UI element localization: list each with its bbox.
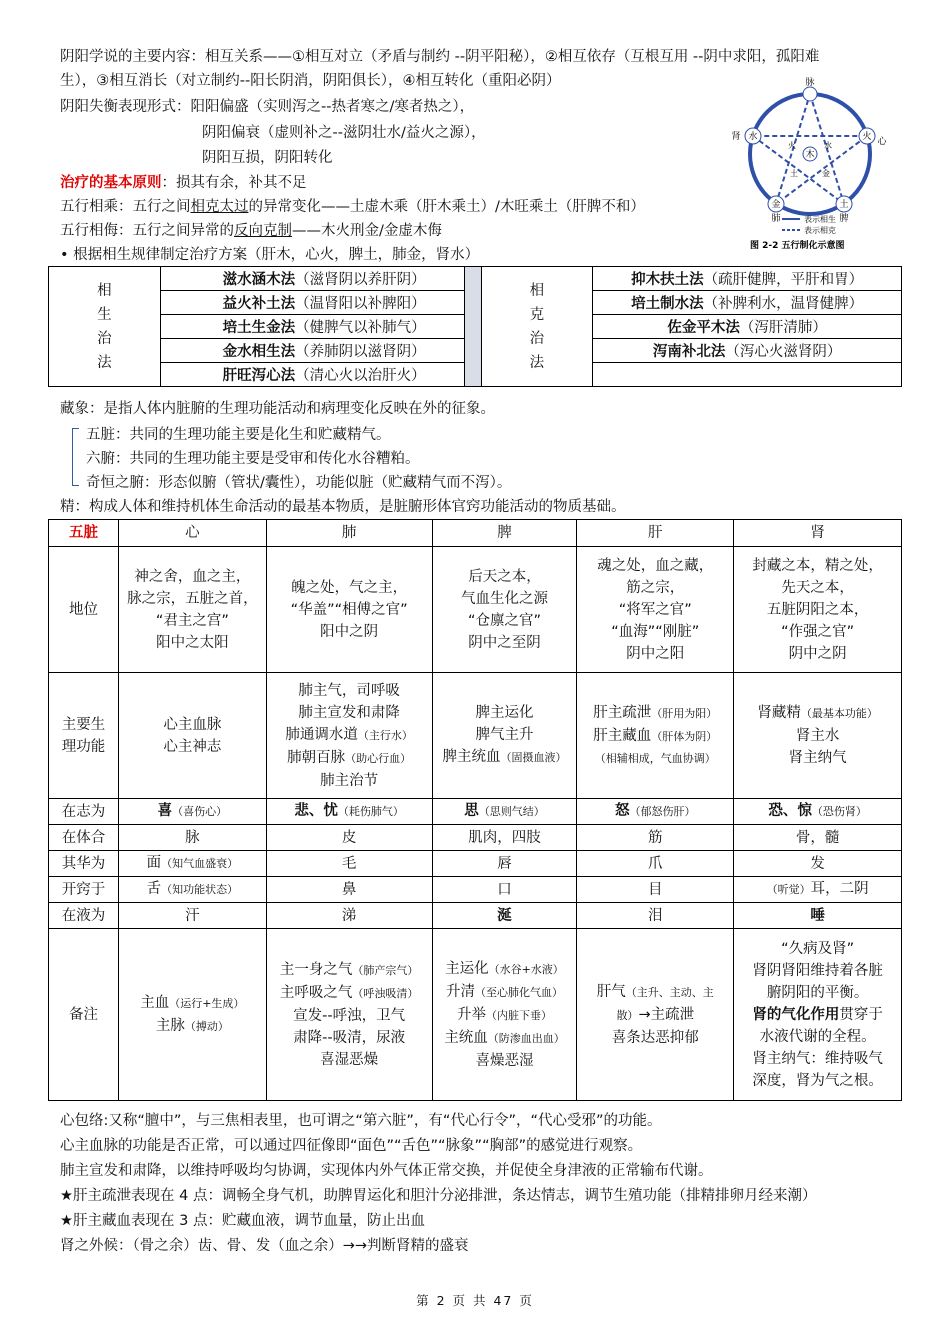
row-zaiti — [49, 825, 902, 851]
text: 肾阴肾阳维持着各脏 — [752, 962, 883, 979]
note: （肝用为阳） — [651, 706, 718, 720]
ke-name: 培土制水法 — [631, 296, 704, 312]
label-gongneng-2: 理功能 — [61, 738, 106, 755]
qihua-shen: 发 — [734, 851, 902, 877]
text: 肝主疏泄 — [593, 704, 652, 721]
header-gan: 肝 — [577, 520, 734, 547]
kaiqiao-pi: 口 — [432, 877, 577, 903]
zaizhi-xin — [118, 799, 266, 825]
text: 深度，肾为气之根。 — [752, 1072, 883, 1089]
text — [123, 1015, 262, 1038]
ke-name: 抑木扶土法 — [631, 272, 704, 288]
sheng-name: 金水相生法 — [222, 344, 296, 360]
text: 主脉 — [155, 1017, 185, 1034]
text: 怒 — [615, 803, 630, 819]
diwei-line: 气血生化之源 — [460, 590, 548, 607]
text: 心主神志 — [163, 738, 222, 755]
zaiye-shen: 唾 — [734, 903, 902, 929]
page-footer: 第 2 页 共 47 页 — [416, 1293, 534, 1308]
inner-jin: 金 — [822, 169, 830, 178]
text — [271, 959, 428, 982]
text — [437, 746, 573, 769]
note: （最基本功能） — [800, 707, 878, 720]
note: （思则气结） — [478, 805, 545, 818]
text: 肝气 — [596, 983, 626, 1000]
ke-row-2 — [593, 315, 902, 339]
ke-name: 泻南补北法 — [652, 344, 726, 360]
text — [581, 725, 729, 748]
text — [437, 1027, 573, 1050]
text: 面 — [146, 855, 162, 871]
sheng-name: 益火补土法 — [222, 296, 296, 312]
diwei-line: 五脏阴阳之本， — [766, 601, 869, 618]
note: 散） — [616, 1008, 639, 1022]
text: 思 — [464, 803, 479, 819]
text — [123, 992, 262, 1015]
node-label-jin: 金 — [771, 200, 781, 210]
text: 喜 — [157, 803, 173, 819]
diwei-line: 神之舍，血之主， — [134, 568, 251, 585]
wu-text-b: ——木火刑金/金虚木侮 — [292, 223, 442, 239]
wu-underline: 反向克制 — [234, 223, 292, 239]
row-gongneng — [49, 673, 902, 799]
note: （耗伤肺气） — [337, 805, 404, 818]
node-label-huo: 火 — [862, 132, 872, 142]
note: （知气血盛衰） — [161, 857, 239, 870]
text: 恐、惊 — [768, 803, 812, 819]
note: （水谷+水液） — [488, 962, 564, 976]
zaizhi-pi — [432, 799, 577, 825]
text: 主一身之气 — [279, 961, 353, 978]
text — [437, 958, 573, 981]
zaiti-pi: 肌肉，四肢 — [432, 825, 577, 851]
text: 肾主纳气：维持吸气 — [752, 1050, 883, 1067]
qihua-fei: 毛 — [266, 851, 432, 877]
kaiqiao-fei: 鼻 — [266, 877, 432, 903]
row-zaizhi — [49, 799, 902, 825]
diwei-xin — [118, 547, 266, 673]
text — [581, 702, 729, 725]
header-fei: 肺 — [266, 520, 432, 547]
gongneng-gan — [577, 673, 734, 799]
sheng-name: 培土生金法 — [222, 320, 296, 336]
sheng-desc: （养肺阴以滋肾阴） — [295, 344, 426, 360]
label-zaizhi: 在志为 — [49, 799, 119, 825]
text: 肺朝百脉 — [287, 749, 346, 766]
note: （听觉） — [766, 883, 811, 896]
zaiye-fei: 涕 — [266, 903, 432, 929]
text: 脾主统血 — [442, 749, 501, 765]
diwei-line: 阳中之阴 — [320, 623, 379, 640]
label-qihua: 其华为 — [49, 851, 119, 877]
row-kaiqiao — [49, 877, 902, 903]
note: （郁怒伤肝） — [629, 805, 696, 818]
note: （呼浊吸清） — [352, 986, 419, 1000]
cheng-text-b: 的异常变化——土虚木乘（肝木乘土）/木旺乘土（肝脾不和） — [248, 199, 645, 215]
ke-row-4 — [593, 363, 902, 387]
diwei-shen — [734, 547, 902, 673]
jing-def: 精：构成人体和维持机体生命活动的最基本物质，是脏腑形体官窍功能活动的物质基础。 — [60, 499, 626, 515]
gongneng-xin — [118, 673, 266, 799]
note-1: 心包络:又称“膻中”，与三焦相表里，也可谓之“第六脏”，有“代心行令”，“代心受邪”的功能。 — [60, 1113, 662, 1129]
vertical-char: 相 — [97, 282, 112, 299]
zaiti-shen: 骨，髓 — [734, 825, 902, 851]
organ-label-fei: 肺 — [771, 214, 781, 224]
text — [738, 702, 897, 725]
diwei-fei — [266, 547, 432, 673]
label-gongneng-1: 主要生 — [61, 716, 106, 733]
ke-row-1 — [593, 291, 902, 315]
sheng-desc: （温肾阳以补脾阳） — [295, 296, 426, 312]
row-zaiye — [49, 903, 902, 929]
note: （肺产宗气） — [352, 963, 419, 977]
ke-row-0 — [593, 267, 902, 291]
sheng-row-4 — [160, 363, 464, 387]
note: （肝体为阴） — [651, 729, 718, 743]
note: （相辅相成，气血协调） — [594, 751, 716, 765]
text: 肾主纳气 — [788, 750, 847, 766]
text: 肺主宣发和肃降 — [298, 704, 400, 721]
text: 主运化 — [445, 960, 489, 977]
note: （运行+生成） — [169, 996, 245, 1010]
diwei-line: 阴中之阳 — [626, 645, 685, 662]
kaiqiao-gan: 目 — [577, 877, 734, 903]
zaiti-gan: 筋 — [577, 825, 734, 851]
text — [271, 982, 428, 1005]
text: 肺主气，司呼吸 — [298, 682, 400, 699]
qiheng-line: 奇恒之腑：形态似腑（管状/囊性），功能似脏（贮藏精气而不泻）。 — [86, 475, 512, 491]
organ-label-xin: 心 — [877, 137, 887, 147]
diwei-line: “仓廪之官” — [467, 612, 541, 629]
treatment-principle — [60, 172, 307, 194]
bracket — [72, 428, 79, 486]
note-6: 肾之外候：（骨之余）齿、骨、发（血之余）→→判断肾精的盛衰 — [60, 1238, 469, 1254]
diwei-line: 后天之本， — [468, 568, 541, 585]
organ-xin-top: 脉 — [805, 78, 815, 88]
text: 心主血脉 — [163, 716, 222, 733]
vertical-char: 生 — [97, 306, 112, 323]
text: 宣发--呼浊，卫气 — [293, 1007, 406, 1024]
text: 舌 — [146, 881, 162, 897]
sheng-name: 滋水涵木法 — [222, 272, 296, 288]
header-wuzang: 五脏 — [49, 520, 119, 547]
vertical-char: 治 — [529, 330, 545, 347]
principle-text: ：损其有余，补其不足 — [161, 175, 307, 191]
text: 肃降--吸清，尿液 — [293, 1029, 406, 1046]
note: （恐伤肾） — [811, 805, 867, 818]
ke-name: 佐金平木法 — [667, 320, 740, 336]
header-pi: 脾 — [432, 520, 577, 547]
text: 升举 — [456, 1006, 486, 1023]
note: （固摄血液） — [500, 751, 567, 764]
sheng-row-1 — [160, 291, 464, 315]
organ-label-pi: 脾 — [839, 214, 849, 224]
beizhu-gan — [577, 929, 734, 1101]
row-diwei — [49, 547, 902, 673]
organ-label-shen: 肾 — [731, 132, 741, 142]
cheng-text-a: 五行相乘：五行之间 — [60, 199, 191, 215]
text: 喜湿恶燥 — [320, 1051, 379, 1068]
text: 耳，二阴 — [810, 881, 869, 897]
divider — [465, 267, 482, 387]
text: 肾的气化作用 — [752, 1006, 840, 1023]
node-label-mu: 木 — [805, 150, 815, 160]
text: 喜条达恶抑郁 — [611, 1029, 699, 1046]
text: 肺通调水道 — [285, 726, 358, 743]
liufu-line: 六腑：共同的生理功能主要是受审和传化水谷糟粕。 — [86, 451, 420, 467]
label-zaiye: 在液为 — [49, 903, 119, 929]
zaizhi-gan — [577, 799, 734, 825]
beizhu-fei — [266, 929, 432, 1101]
diwei-gan — [577, 547, 734, 673]
imbalance-line3: 阴阳互损，阴阳转化 — [202, 150, 333, 166]
note: （主升、主动、主 — [625, 985, 714, 999]
text: 脾主运化 — [475, 705, 534, 721]
qihua-gan: 爪 — [577, 851, 734, 877]
text: 腑阴阳的平衡。 — [766, 984, 869, 1001]
diwei-line: 阴中之至阴 — [468, 634, 541, 651]
label-kaiqiao: 开窍于 — [49, 877, 119, 903]
vertical-char: 法 — [97, 354, 112, 371]
text: 水液代谢的全程。 — [759, 1028, 876, 1045]
diwei-line: “将军之官” — [618, 601, 692, 618]
imbalance-line1: 阴阳失衡表现形式：阳阳偏盛（实则泻之--热者寒之/寒者热之）， — [60, 99, 475, 115]
diwei-line: 阴中之阴 — [788, 645, 847, 662]
label-zaiti: 在体合 — [49, 825, 119, 851]
text — [437, 1004, 573, 1027]
note: （至心肺化气血） — [474, 985, 563, 999]
wuxing-wu — [60, 220, 442, 242]
text — [271, 724, 428, 747]
zaiye-xin: 汗 — [118, 903, 266, 929]
note-2: 心主血脉的功能是否正常，可以通过四征像即“面色”“舌色”“脉象”“胸部”的感觉进行观察。 — [60, 1138, 643, 1154]
label-diwei: 地位 — [49, 547, 119, 673]
wuzang-line: 五脏：共同的生理功能主要是化生和贮藏精气。 — [86, 427, 391, 443]
kaiqiao-xin — [118, 877, 266, 903]
text: 主血 — [140, 994, 170, 1011]
cheng-underline: 相克太过 — [190, 199, 249, 215]
bullet-sheng-plan: • 根据相生规律制定治疗方案（肝木，心火，脾土，肺金，肾水） — [60, 247, 480, 263]
text: 悲、忧 — [294, 803, 338, 819]
label-gongneng — [49, 673, 119, 799]
vertical-char: 克 — [529, 306, 545, 323]
kaiqiao-shen — [734, 877, 902, 903]
diwei-line: “君主之宫” — [155, 612, 229, 629]
diwei-line: 先天之本， — [781, 579, 854, 596]
text: 升清 — [445, 983, 475, 1000]
wuzang-table — [48, 519, 902, 1101]
sheng-name: 肝旺泻心法 — [222, 368, 296, 384]
node-huo-circle — [803, 87, 817, 101]
ke-desc: （泻肝清肺） — [739, 320, 827, 336]
text: 肝主藏血 — [593, 727, 652, 744]
zaiti-fei: 皮 — [266, 825, 432, 851]
text — [271, 747, 428, 770]
text: 肾藏精 — [757, 705, 801, 721]
gongneng-shen — [734, 673, 902, 799]
ke-label — [481, 267, 593, 387]
text: “久病及肾” — [781, 940, 855, 957]
note-4: ★肝主疏泄表现在 4 点：调畅全身气机，助脾胃运化和胆汁分泌排泄，条达情志，调节生殖功能（排精排卵月经来潮） — [60, 1188, 817, 1204]
diwei-line: 魄之处，气之主， — [291, 579, 408, 596]
sheng-desc: （清心火以治肝火） — [295, 368, 426, 384]
legend-sheng: 表示相生 — [804, 215, 836, 224]
text: 主统血 — [444, 1029, 488, 1046]
header-xin: 心 — [118, 520, 266, 547]
yinyang-content-line2: 生），③相互消长（对立制约--阳长阴消，阴阳俱长），④相互转化（重阳必阴） — [60, 73, 561, 89]
diwei-line: “作强之官” — [781, 623, 855, 640]
diwei-line: “血海”“刚脏” — [611, 623, 700, 640]
qihua-pi: 唇 — [432, 851, 577, 877]
sheng-row-0 — [160, 267, 464, 291]
note: （知功能状态） — [161, 883, 239, 896]
ke-row-3 — [593, 339, 902, 363]
row-qihua — [49, 851, 902, 877]
diwei-line: “华盖”“相傅之官” — [290, 601, 408, 618]
note: （主行水） — [357, 728, 413, 742]
vertical-char: 相 — [529, 282, 545, 299]
node-label-shui: 水 — [748, 132, 758, 142]
text: 肺主治节 — [320, 772, 379, 789]
zaizhi-shen — [734, 799, 902, 825]
inner-huo: 火 — [788, 141, 796, 150]
text — [437, 981, 573, 1004]
text — [738, 1004, 897, 1026]
text — [581, 1004, 729, 1027]
note-5: ★肝主藏血表现在 3 点：贮藏血液，调节血量，防止出血 — [60, 1213, 425, 1229]
sheng-desc: （健脾气以补肺气） — [295, 320, 426, 336]
sheng-label — [49, 267, 161, 387]
sheng-row-2 — [160, 315, 464, 339]
note: （内脏下垂） — [485, 1008, 552, 1022]
imbalance-line2: 阴阳偏衰（虚则补之--滋阴壮水/益火之源）， — [202, 125, 486, 141]
diwei-line: 脉之宗，五脏之首， — [127, 590, 258, 607]
figure-caption: 图 2-2 五行制化示意图 — [750, 241, 845, 251]
note: （搏动） — [184, 1019, 229, 1033]
ke-desc: （疏肝健脾，平肝和胃） — [703, 272, 864, 288]
gongneng-pi — [432, 673, 577, 799]
wuxing-diagram — [722, 76, 902, 254]
label-beizhu: 备注 — [49, 929, 119, 1101]
zaiti-xin: 脉 — [118, 825, 266, 851]
text: 主呼吸之气 — [279, 984, 353, 1001]
principle-label: 治疗的基本原则 — [60, 175, 162, 191]
node-label-tu: 土 — [839, 200, 849, 210]
yinyang-content-line1: 阴阳学说的主要内容：相互关系——①相互对立（矛盾与制约 --阴平阳秘），②相互依存（互根互用 --阴中求阳，孤阳难 — [60, 49, 820, 65]
ke-desc: （补脾利水，温肾健脾） — [703, 296, 864, 312]
diwei-pi — [432, 547, 577, 673]
therapy-table — [48, 266, 902, 387]
vertical-char: 法 — [529, 354, 545, 371]
qihua-xin — [118, 851, 266, 877]
header-row — [49, 520, 902, 547]
inner-tu: 土 — [790, 169, 798, 178]
text: 脾气主升 — [475, 727, 534, 743]
note: （助心行血） — [345, 751, 412, 765]
beizhu-pi — [432, 929, 577, 1101]
diwei-line: 封藏之本，精之处， — [752, 557, 883, 574]
legend-ke: 表示相克 — [804, 226, 836, 235]
text: 贯穿于 — [839, 1006, 883, 1023]
diwei-line: 筋之宗， — [626, 579, 685, 596]
gongneng-fei — [266, 673, 432, 799]
text — [581, 981, 729, 1004]
inner-shui: 水 — [824, 141, 832, 150]
zaiye-pi: 涎 — [432, 903, 577, 929]
ke-desc: （泻心火滋肾阴） — [725, 344, 842, 360]
wu-text-a: 五行相侮：五行之间异常的 — [60, 223, 234, 239]
note-3: 肺主宣发和肃降，以维持呼吸均匀协调，实现体内外气体正常交换，并促使全身津液的正常输布代谢。 — [60, 1163, 713, 1179]
zangxiang-def: 藏象：是指人体内脏腑的生理功能活动和病理变化反映在外的征象。 — [60, 401, 495, 417]
sheng-desc: （滋肾阴以养肝阴） — [295, 272, 426, 288]
zaizhi-fei — [266, 799, 432, 825]
note: （防渗血出血） — [487, 1031, 565, 1045]
diwei-line: 阳中之太阳 — [156, 634, 229, 651]
text: 肾主水 — [795, 728, 840, 744]
wuxing-cheng — [60, 196, 645, 218]
text: 喜燥恶湿 — [475, 1052, 534, 1069]
diwei-line: 魂之处，血之藏， — [597, 557, 714, 574]
vertical-char: 治 — [97, 330, 112, 347]
text: →主疏泄 — [638, 1006, 695, 1023]
zaiye-gan: 泪 — [577, 903, 734, 929]
header-shen: 肾 — [734, 520, 902, 547]
sheng-row-3 — [160, 339, 464, 363]
note: （喜伤心） — [172, 805, 228, 818]
beizhu-shen — [734, 929, 902, 1101]
beizhu-xin — [118, 929, 266, 1101]
row-beizhu — [49, 929, 902, 1101]
